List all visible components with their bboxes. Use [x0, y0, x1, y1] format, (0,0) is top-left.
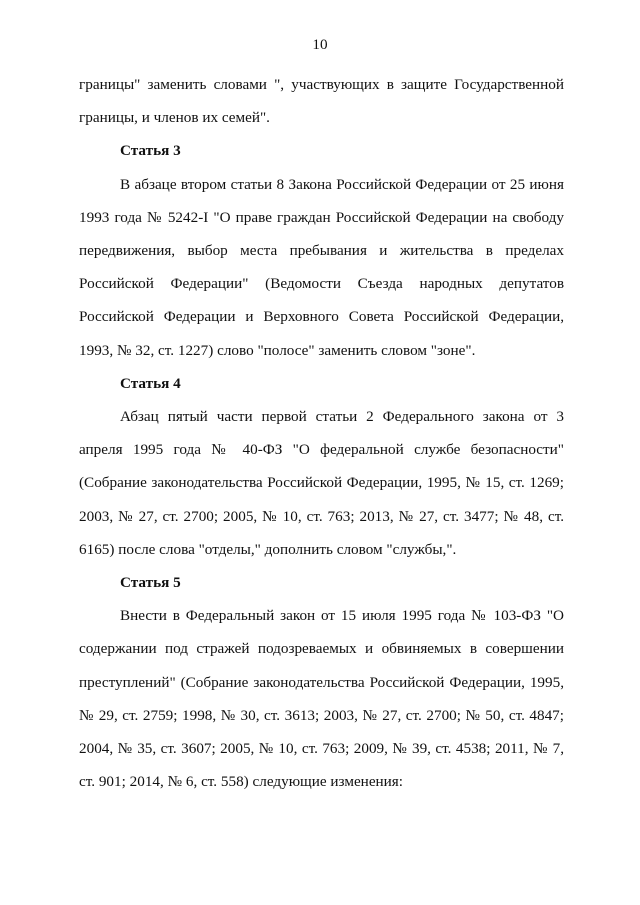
- article-3-paragraph: В абзаце втором статьи 8 Закона Российской Федерации от 25 июня 1993 года № 5242-I "О праве граждан Российской Федерации на свободу передвижения, выбор места пребывания и жительства в пределах Российской Федерации" (Ведомости Съезда народных депутатов Российской Федерации и Верховного Совета Российской Федерации, 1993, № 32, ст. 1227) слово "полосе" заменить словом "зоне".: [79, 175, 564, 359]
- document-body: [79, 68, 564, 798]
- page-number: 10: [312, 36, 328, 53]
- article-5-paragraph: Внести в Федеральный закон от 15 июля 1995 года № 103-ФЗ "О содержании под стражей подозреваемых и обвиняемых в совершении преступлений" (Собрание законодательства Российской Федерации, 1995, № 29, ст. 2759; 1998, № 30, ст. 3613; 2003, № 27, ст. 2700; № 50, ст. 4847; 2004, № 35, ст. 3607; 2005, № 10, ст. 763; 2009, № 39, ст. 4538; 2011, № 7, ст. 901; 2014, № 6, ст. 558) следующие изменения:: [79, 607, 564, 791]
- article-3-heading: Статья 3: [120, 142, 181, 160]
- intro-paragraph: границы" заменить словами ", участвующих в защите Государственной границы, и членов их семей".: [79, 76, 564, 127]
- article-4-heading: Статья 4: [120, 374, 181, 392]
- article-4-paragraph: Абзац пятый части первой статьи 2 Федерального закона от 3 апреля 1995 года № 40-ФЗ "О федеральной службе безопасности" (Собрание законодательства Российской Федерации, 1995, № 15, ст. 1269; 2003, № 27, ст. 2700; 2005, № 10, ст. 763; 2013, № 27, ст. 3477; № 48, ст. 6165) после слова "отделы," дополнить словом "службы,".: [79, 408, 564, 558]
- article-5-heading: Статья 5: [120, 574, 181, 592]
